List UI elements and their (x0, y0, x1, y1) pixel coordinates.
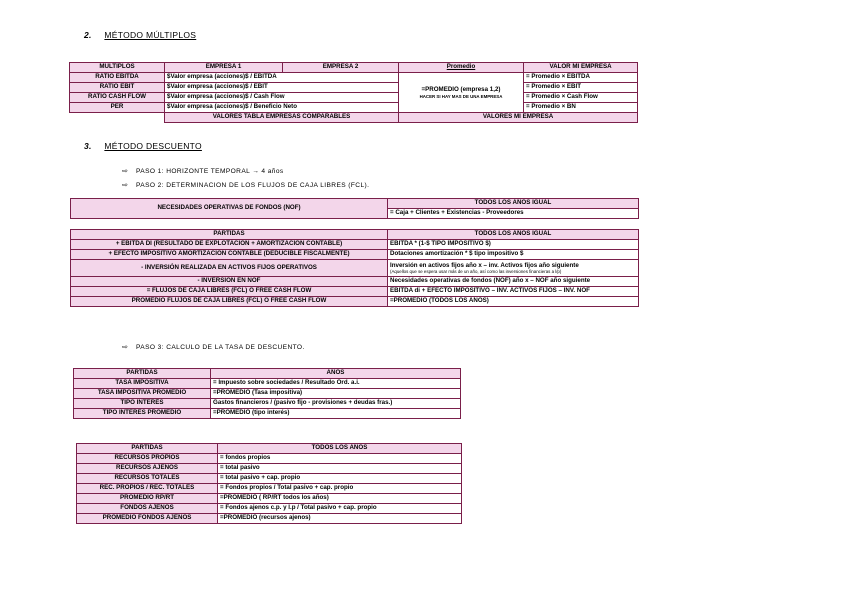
row-label: RATIO EBIT (70, 83, 165, 93)
multiplos-table (69, 62, 638, 123)
recursos-partida: PROMEDIO RP/RT (77, 494, 218, 504)
recursos-valor: = total pasivo + cap. propio (218, 474, 462, 484)
recursos-partida: PROMEDIO FONDOS AJENOS (77, 514, 218, 524)
header-cell: VALOR MI EMPRESA (524, 63, 638, 73)
recursos-valor: = total pasivo (218, 464, 462, 474)
table-row (74, 389, 461, 399)
fcl-partida: PROMEDIO FLUJOS DE CAJA LIBRES (FCL) O FREE CASH FLOW (71, 297, 388, 307)
fcl-note: (Aquellos que se espera usar más de un año, así como las inversiones financieras a l/p) (390, 269, 562, 274)
table-row (71, 250, 639, 260)
table-row (74, 399, 461, 409)
table-row (71, 277, 639, 287)
tasa-table (73, 368, 461, 419)
section-2-heading (84, 30, 196, 40)
paso-2-text: PASO 2: DETERMINACION DE LOS FLUJOS DE CAJA LIBRES (FCL). (136, 182, 370, 189)
recursos-valor: = fondos propios (218, 454, 462, 464)
header-cell: MÚLTIPLOS (70, 63, 165, 73)
header-cell: PARTIDAS (74, 369, 211, 379)
footer-left: VALORES TABLA EMPRESAS COMPARABLES (165, 113, 399, 123)
tasa-partida: TASA IMPOSITIVA (74, 379, 211, 389)
table-row (77, 454, 462, 464)
table-row (71, 287, 639, 297)
table-row (70, 83, 638, 93)
recursos-partida: RECURSOS AJENOS (77, 464, 218, 474)
row-valor: = Promedio × BN (524, 103, 638, 113)
recursos-partida: REC. PROPIOS / REC. TOTALES (77, 484, 218, 494)
section-2-title: MÉTODO MÚLTIPLOS (104, 30, 197, 40)
promedio-note: HACER SI HAY MAS DE UNA EMPRESA (419, 94, 503, 100)
recursos-valor: = Fondos ajenos c.p. y l.p / Total pasivo + cap. propio (218, 504, 462, 514)
recursos-valor: =PROMEDIO ( RP/RT todos los años) (218, 494, 462, 504)
row-formula: $Valor empresa (acciones)$ / Beneficio Neto (165, 103, 399, 113)
row-valor: = Promedio × Cash Flow (524, 93, 638, 103)
fcl-partida: - INVERSIÓN EN NOF (71, 277, 388, 287)
tasa-valor: =PROMEDIO (tipo interés) (211, 409, 461, 419)
table-row (71, 297, 639, 307)
table-row (77, 464, 462, 474)
row-valor: = Promedio × EBIT (524, 83, 638, 93)
fcl-table (70, 229, 639, 307)
row-label: RATIO EBITDA (70, 73, 165, 83)
fcl-partida: + EFECTO IMPOSITIVO AMORTIZACIÓN CONTABLE (DEDUCIBLE FISCALMENTE) (71, 250, 388, 260)
recursos-valor: =PROMEDIO (recursos ajenos) (218, 514, 462, 524)
header-cell: PARTIDAS (77, 444, 218, 454)
tasa-valor: Gastos financieros / (pasivo fijo - provisiones + deudas fras.) (211, 399, 461, 409)
header-cell: TODOS LOS AÑOS IGUAL (388, 230, 639, 240)
recursos-partida: RECURSOS TOTALES (77, 474, 218, 484)
arrow-right-icon: ⇨ (122, 182, 129, 189)
paso-3-text: PASO 3: CALCULO DE LA TASA DE DESCUENTO. (136, 344, 305, 351)
table-row (77, 494, 462, 504)
header-cell: Promedio (399, 63, 524, 73)
row-formula: $Valor empresa (acciones)$ / EBIT (165, 83, 399, 93)
header-cell: AÑOS (211, 369, 461, 379)
table-row (77, 474, 462, 484)
row-label: RATIO CASH FLOW (70, 93, 165, 103)
table-row (74, 379, 461, 389)
fcl-valor: =PROMEDIO (TODOS LOS AÑOS) (388, 297, 639, 307)
recursos-partida: RECURSOS PROPIOS (77, 454, 218, 464)
table-row (70, 93, 638, 103)
fcl-valor: EBITDA * (1-$ TIPO IMPOSITIVO $) (388, 240, 639, 250)
table-row (74, 409, 461, 419)
section-3-heading (84, 141, 202, 151)
paso-3 (122, 343, 305, 351)
nof-header: TODOS LOS AÑOS IGUAL (388, 199, 639, 209)
tasa-partida: TIPO INTERÉS (74, 399, 211, 409)
table-row (71, 240, 639, 250)
row-valor: = Promedio × EBITDA (524, 73, 638, 83)
table-row (70, 103, 638, 113)
header-cell: TODOS LOS AÑOS (218, 444, 462, 454)
multiplos-header-row (70, 63, 638, 73)
recursos-valor: = Fondos propios / Total pasivo + cap. propio (218, 484, 462, 494)
tasa-valor: =PROMEDIO (Tasa impositiva) (211, 389, 461, 399)
table-row (77, 514, 462, 524)
tasa-partida: TIPO INTERES PROMEDIO (74, 409, 211, 419)
fcl-valor: Dotaciones amortización * $ tipo impositivo $ (388, 250, 639, 260)
nof-table (70, 198, 639, 219)
fcl-valor: Necesidades operativas de fondos (NOF) año x – NOF año siguiente (388, 277, 639, 287)
fcl-valor: Inversión en activos fijos año x – inv. Activos fijos año siguiente (390, 262, 579, 269)
nof-value: = Caja + Clientes + Existencias - Proveedores (388, 209, 639, 219)
tasa-valor: = Impuesto sobre sociedades / Resultado Ord. a.i. (211, 379, 461, 389)
multiplos-footer-row (70, 113, 638, 123)
tasa-partida: TASA IMPOSITIVA PROMEDIO (74, 389, 211, 399)
section-3-title: MÉTODO DESCUENTO (104, 141, 202, 151)
header-cell: EMPRESA 1 (165, 63, 283, 73)
footer-right: VALORES MI EMPRESA (399, 113, 638, 123)
row-label: PER (70, 103, 165, 113)
paso-1-text: PASO 1: HORIZONTE TEMPORAL → 4 años (136, 168, 284, 175)
fcl-partida: - INVERSIÓN REALIZADA EN ACTIVOS FIJOS OPERATIVOS (71, 260, 388, 277)
empty-cell (70, 113, 165, 123)
header-cell: PARTIDAS (71, 230, 388, 240)
row-formula: $Valor empresa (acciones)$ / Cash Flow (165, 93, 399, 103)
recursos-partida: FONDOS AJENOS (77, 504, 218, 514)
row-formula: $Valor empresa (acciones)$ / EBITDA (165, 73, 399, 83)
table-row (77, 504, 462, 514)
fcl-partida: = FLUJOS DE CAJA LIBRES (FCL) O FREE CASH FLOW (71, 287, 388, 297)
section-2-number: 2. (84, 30, 92, 40)
promedio-formula: =PROMEDIO (empresa 1,2) (421, 85, 501, 93)
paso-1 (122, 167, 284, 175)
arrow-right-icon: ⇨ (122, 168, 129, 175)
table-row (70, 73, 638, 83)
fcl-partida: + EBITDA DI (RESULTADO DE EXPLOTACIÓN + AMORTIZACIÓN CONTABLE) (71, 240, 388, 250)
promedio-cell (399, 73, 524, 113)
nof-label: NECESIDADES OPERATIVAS DE FONDOS (NOF) (71, 199, 388, 219)
section-3-number: 3. (84, 141, 92, 151)
paso-2 (122, 181, 369, 189)
recursos-table (76, 443, 462, 524)
table-row (71, 260, 639, 277)
fcl-valor: EBITDA di + EFECTO IMPOSITIVO – INV. ACTIVOS FIJOS – INV. NOF (388, 287, 639, 297)
header-cell: EMPRESA 2 (283, 63, 399, 73)
table-row (77, 484, 462, 494)
arrow-right-icon: ⇨ (122, 344, 129, 351)
fcl-valor-cell (388, 260, 639, 277)
